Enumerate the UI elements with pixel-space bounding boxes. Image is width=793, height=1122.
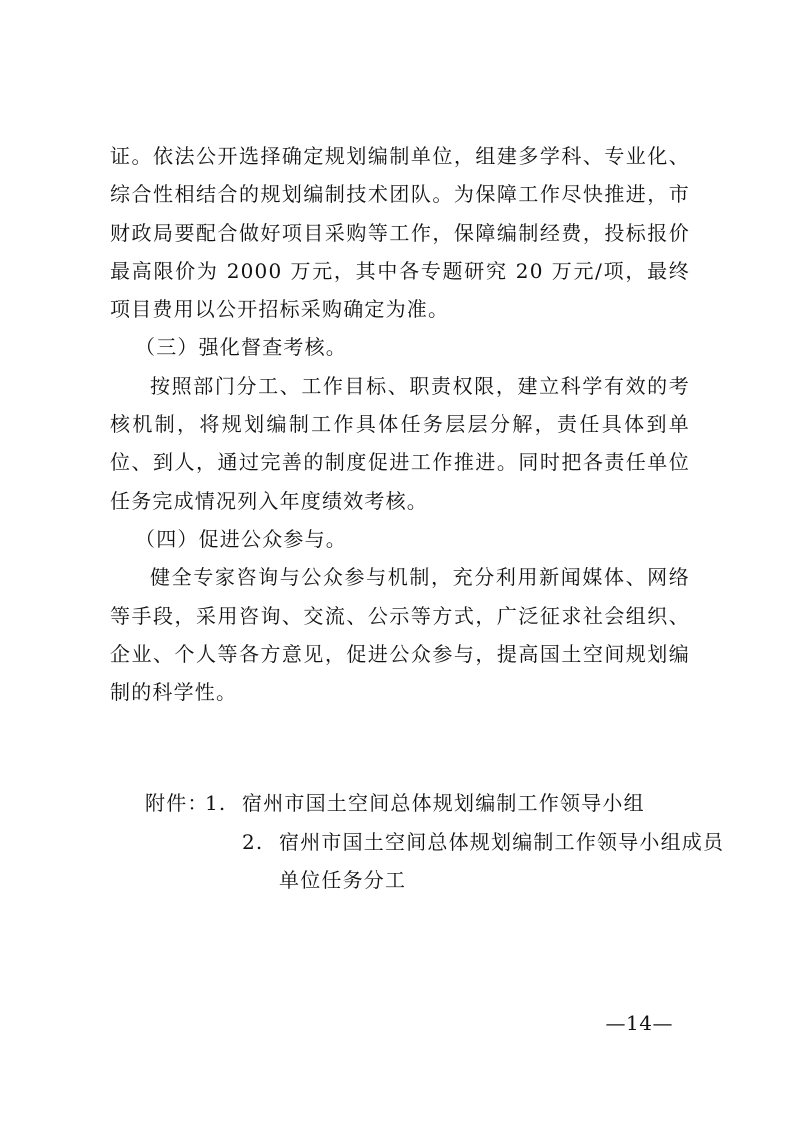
- attachment-number: 1.: [205, 791, 227, 815]
- attachment-item-2-continuation: [145, 861, 724, 900]
- attachment-number: 2.: [242, 829, 264, 854]
- paragraph-continuation: 证。依法公开选择确定规划编制单位，组建多学科、专业化、综合性相结合的规划编制技术团队。为保障工作尽快推进，市财政局要配合做好项目采购等工作，保障编制经费，投标报价最高限价为 2000 万元，其中各专题研究 20 万元/项，最终项目费用以公开招标采购确定为准。: [110, 144, 690, 322]
- section-body-4: 健全专家咨询与公众参与机制，充分利用新闻媒体、网络等手段，采用咨询、交流、公示等方式，广泛征求社会组织、企业、个人等各方意见，促进公众参与，提高国土空间规划编制的科学性。: [110, 565, 690, 705]
- section-heading-3: （三）强化督查考核。: [135, 335, 347, 360]
- attachments-list: [145, 784, 724, 900]
- attachment-number-spacer: [242, 861, 279, 900]
- document-body: [110, 137, 690, 711]
- attachment-title: 宿州市国土空间总体规划编制工作领导小组: [242, 791, 645, 815]
- attachments-label: 附件：: [145, 791, 209, 815]
- attachment-title-continuation: 单位任务分工: [279, 868, 407, 892]
- section-heading-4: （四）促进公众参与。: [135, 526, 347, 551]
- page-number: —14—: [605, 1011, 673, 1035]
- attachment-title: 宿州市国土空间总体规划编制工作领导小组成员: [279, 829, 725, 854]
- section-body-3: 按照部门分工、工作目标、职责权限，建立科学有效的考核机制，将规划编制工作具体任务层层分解，责任具体到单位、到人，通过完善的制度促进工作推进。同时把各责任单位任务完成情况列入年度绩效考核。: [110, 373, 690, 513]
- attachment-item-2: [145, 823, 724, 862]
- attachment-item-1: [145, 784, 724, 823]
